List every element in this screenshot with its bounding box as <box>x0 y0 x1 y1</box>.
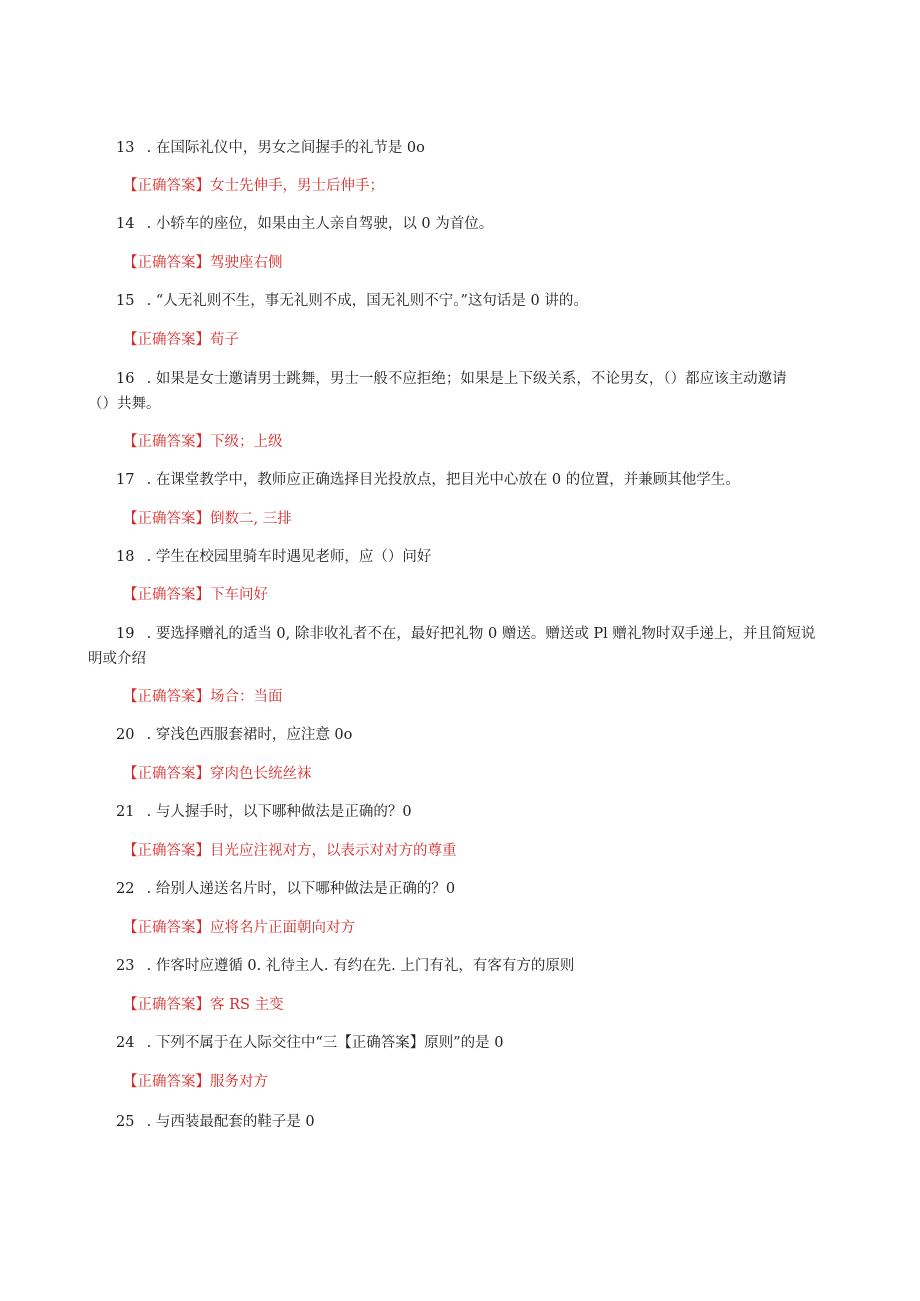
question-text: 明或介绍 <box>88 651 146 667</box>
answer-label: 【正确答案】 <box>123 766 210 782</box>
answer-22 <box>123 917 355 939</box>
question-20 <box>116 724 352 746</box>
answer-15 <box>123 329 239 351</box>
answer-text: 服务对方 <box>210 1074 268 1090</box>
answer-label: 【正确答案】 <box>123 434 210 450</box>
question-text: . 在课堂教学中，教师应正确选择目光投放点，把目光中心放在 0 的位置，并兼顾其他学生。 <box>142 472 740 488</box>
question-text: . 与人握手时，以下哪种做法是正确的？0 <box>142 804 412 820</box>
answer-text: 目光应注视对方，以表示对对方的尊重 <box>210 843 457 859</box>
question-number: 18 <box>116 549 135 565</box>
question-text: . 给别人递送名片时，以下哪种做法是正确的？0 <box>142 881 456 897</box>
answer-14 <box>123 252 283 274</box>
answer-label: 【正确答案】 <box>123 920 210 936</box>
answer-18 <box>123 584 268 606</box>
question-18 <box>116 546 431 568</box>
question-text: . 在国际礼仪中，男女之间握手的礼节是 0o <box>142 140 425 156</box>
question-number: 16 <box>116 371 135 387</box>
answer-text: 应将名片正面朝向对方 <box>210 920 355 936</box>
question-17 <box>116 469 740 491</box>
answer-label: 【正确答案】 <box>123 255 210 271</box>
question-19 <box>116 623 815 645</box>
question-number: 21 <box>116 804 135 820</box>
question-text: . 下列不属于在人际交往中“三【正确答案】原则”的是 0 <box>142 1035 504 1051</box>
answer-21 <box>123 840 457 862</box>
question-text: . 穿浅色西服套裙时，应注意 0o <box>142 727 353 743</box>
question-15 <box>116 290 588 312</box>
question-text: . 小轿车的座位，如果由主人亲自驾驶，以 0 为首位。 <box>142 216 494 232</box>
question-text: . 要选择赠礼的适当 0, 除非收礼者不在，最好把礼物 0 赠送。赠送或 Pl 赠礼物时双手递上，并且简短说 <box>142 626 816 642</box>
question-text: . 与西装最配套的鞋子是 0 <box>142 1114 315 1130</box>
question-text: . 作客时应遵循 0. 礼待主人. 有约在先. 上门有礼，有客有方的原则 <box>142 958 575 974</box>
answer-text: 场合：当面 <box>210 689 283 705</box>
question-25 <box>116 1111 315 1133</box>
answer-text: 女士先伸手，男士后伸手； <box>210 178 384 194</box>
answer-17 <box>123 508 292 530</box>
question-21 <box>116 801 412 823</box>
answer-19 <box>123 686 283 708</box>
answer-label: 【正确答案】 <box>123 587 210 603</box>
question-13 <box>116 137 425 159</box>
answer-label: 【正确答案】 <box>123 1074 210 1090</box>
answer-20 <box>123 763 312 785</box>
question-16-continuation <box>88 393 161 415</box>
answer-text: 客 RS 主变 <box>210 997 284 1013</box>
question-14 <box>116 213 493 235</box>
question-text: （）共舞。 <box>88 396 161 412</box>
question-number: 13 <box>116 140 135 156</box>
answer-label: 【正确答案】 <box>123 511 210 527</box>
answer-23 <box>123 994 284 1016</box>
question-text: . 如果是女士邀请男士跳舞，男士一般不应拒绝；如果是上下级关系，不论男女，（）都应该主动邀请 <box>142 371 787 387</box>
question-number: 17 <box>116 472 135 488</box>
answer-13 <box>123 175 384 197</box>
question-23 <box>116 955 574 977</box>
question-24 <box>116 1032 504 1054</box>
question-number: 20 <box>116 727 135 743</box>
answer-text: 驾驶座右侧 <box>210 255 283 271</box>
answer-text: 下级；上级 <box>210 434 283 450</box>
question-22 <box>116 878 455 900</box>
answer-text: 荀子 <box>210 332 239 348</box>
question-text: . 学生在校园里骑车时遇见老师，应（）问好 <box>142 549 432 565</box>
answer-label: 【正确答案】 <box>123 843 210 859</box>
question-text: . “人无礼则不生，事无礼则不成，国无礼则不宁。”这句话是 0 讲的。 <box>142 293 588 309</box>
answer-label: 【正确答案】 <box>123 997 210 1013</box>
question-number: 24 <box>116 1035 135 1051</box>
answer-label: 【正确答案】 <box>123 178 210 194</box>
answer-text: 下车问好 <box>210 587 268 603</box>
answer-16 <box>123 431 283 453</box>
answer-text: 穿肉色长统丝袜 <box>210 766 312 782</box>
answer-text: 倒数二, 三排 <box>210 511 292 527</box>
question-19-continuation <box>88 648 146 670</box>
question-number: 25 <box>116 1114 135 1130</box>
question-number: 15 <box>116 293 135 309</box>
question-number: 22 <box>116 881 135 897</box>
question-number: 19 <box>116 626 135 642</box>
answer-label: 【正确答案】 <box>123 332 210 348</box>
answer-24 <box>123 1071 268 1093</box>
answer-label: 【正确答案】 <box>123 689 210 705</box>
question-16 <box>116 368 787 390</box>
question-number: 14 <box>116 216 135 232</box>
question-number: 23 <box>116 958 135 974</box>
